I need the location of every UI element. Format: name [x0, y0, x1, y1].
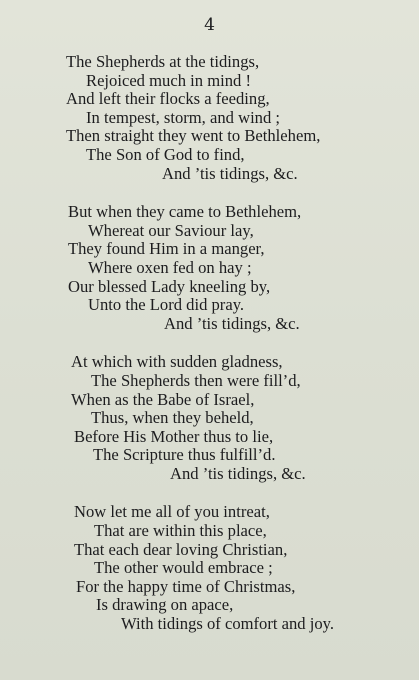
closing-line: With tidings of comfort and joy. — [121, 614, 335, 634]
verse-line: When as the Babe of Israel, — [71, 389, 255, 409]
poem-body — [0, 53, 419, 654]
verse-line: In tempest, storm, and wind ; — [86, 107, 281, 127]
verse-line: For the happy time of Christmas, — [76, 576, 296, 596]
refrain-line: And ’tis tidings, &c. — [162, 163, 298, 183]
verse-line: At which with sudden gladness, — [71, 352, 283, 372]
verse-line: And left their flocks a feeding, — [66, 89, 270, 109]
stanza-3 — [0, 353, 419, 483]
verse-line: Our blessed Lady kneeling by, — [68, 276, 271, 296]
verse-line: That each dear loving Christian, — [74, 539, 288, 559]
verse-line: Then straight they went to Bethlehem, — [66, 126, 321, 146]
refrain-line: And ’tis tidings, &c. — [170, 463, 306, 483]
verse-line: Now let me all of you intreat, — [74, 502, 270, 522]
verse-line: The other would embrace ; — [94, 558, 273, 578]
verse-line: Before His Mother thus to lie, — [74, 426, 274, 446]
verse-line: Rejoiced much in mind ! — [86, 70, 251, 90]
stanza-1 — [0, 53, 419, 183]
refrain-line: And ’tis tidings, &c. — [164, 313, 300, 333]
verse-line: The Shepherds at the tidings, — [66, 52, 260, 71]
verse-line: Where oxen fed on hay ; — [88, 257, 252, 277]
verse-line: The Son of God to find, — [86, 144, 245, 164]
verse-line: They found Him in a manger, — [68, 239, 265, 259]
verse-line: Is drawing on apace, — [96, 595, 234, 615]
stanza-2 — [0, 203, 419, 333]
verse-line: Thus, when they beheld, — [91, 408, 254, 428]
stanza-4 — [0, 503, 419, 633]
verse-line: Unto the Lord did pray. — [88, 295, 245, 315]
verse-line: That are within this place, — [94, 521, 267, 541]
page-number: 4 — [204, 15, 215, 35]
verse-line: Whereat our Saviour lay, — [88, 220, 254, 240]
verse-line: But when they came to Bethlehem, — [68, 202, 302, 222]
verse-line: The Shepherds then were fill’d, — [91, 370, 301, 390]
verse-line: The Scripture thus fulfill’d. — [93, 445, 276, 465]
